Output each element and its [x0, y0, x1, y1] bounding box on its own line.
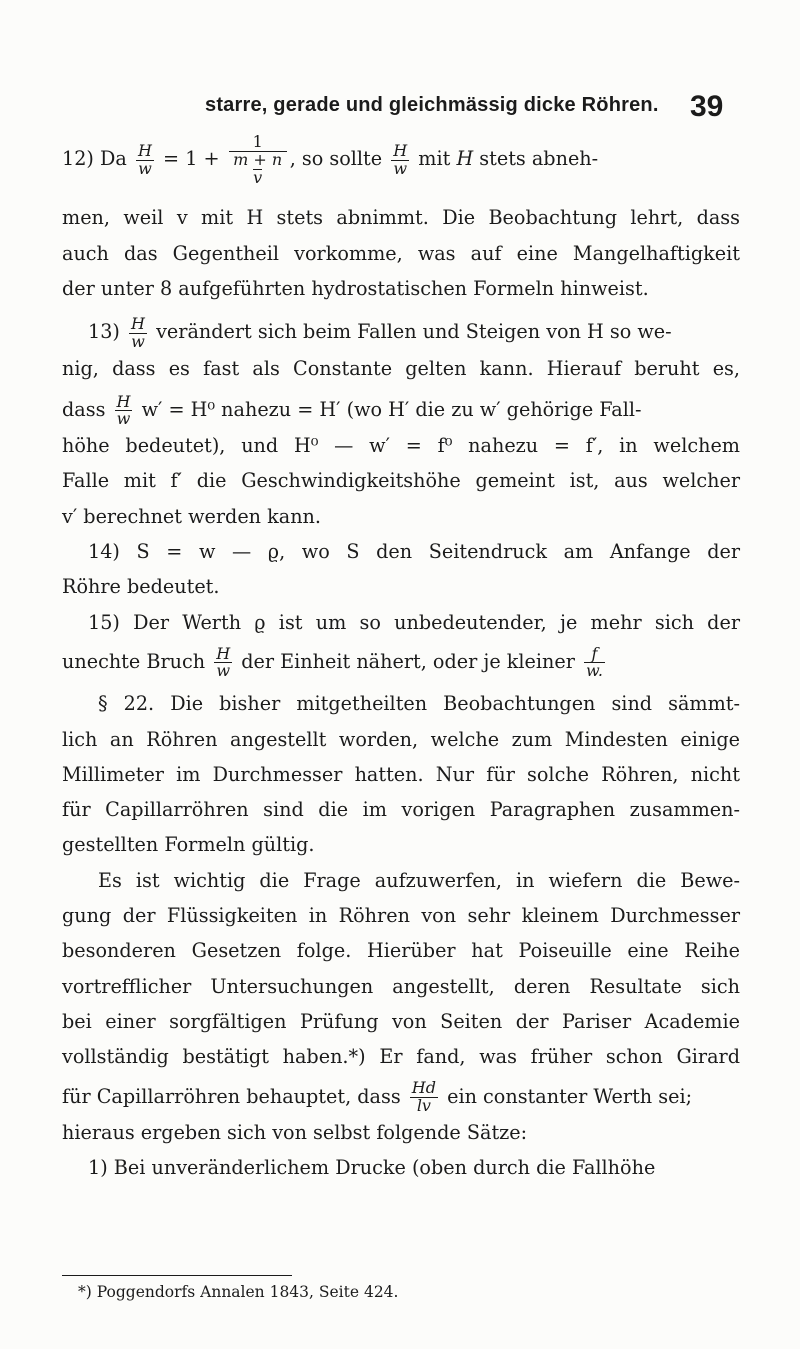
page-number: 39 [690, 90, 724, 123]
fraction-one-over-m-plus-n-over-v: 1 m + n v [229, 134, 287, 186]
section-22-line-14: 1) Bei unveränderlichem Drucke (oben durch die Fallhöhe [88, 1156, 656, 1180]
fraction-h-over-w: $\frac{H}{w}$ [216, 643, 231, 681]
text: mit [418, 147, 451, 171]
item-14-line-2: Röhre bedeutet. [62, 575, 220, 599]
fraction-h-over-w: $\frac{H}{w}$ [137, 140, 152, 178]
item-12-line-4: der unter 8 aufgeführten hydrostatischen Formeln hinweist. [62, 276, 649, 300]
item-13-line-5: Falle mit f′ die Geschwindigkeitshöhe gemeint ist, aus welcher [62, 469, 740, 493]
section-22-line-1: § 22. Die bisher mitgetheilten Beobachtungen sind sämmt- [98, 692, 740, 716]
fraction-h-over-w: $\frac{H}{w}$ [131, 313, 145, 351]
text: ein constanter Werth sei; [447, 1084, 693, 1108]
page-header [0, 90, 800, 124]
text: Da [100, 147, 127, 171]
text: stets abneh- [479, 147, 599, 171]
text: w′ = H⁰ nahezu = H′ (wo H′ die zu w′ gehörige Fall- [141, 397, 642, 421]
section-22-line-12 [62, 1079, 740, 1115]
running-title: starre, gerade und gleichmässig dicke Röhren. [205, 94, 659, 116]
section-22-line-9: vortrefflicher Untersuchungen angestellt, deren Resultate sich [62, 974, 740, 998]
footnote-rule [62, 1275, 292, 1276]
item-12-line-1 [62, 134, 740, 186]
section-22-line-3: Millimeter im Durchmesser hatten. Nur für solche Röhren, nicht [62, 762, 740, 786]
text: = 1 + [163, 147, 220, 171]
text: der Einheit nähert, oder je kleiner [241, 649, 575, 673]
fraction-h-over-w: $\frac{H}{w}$ [116, 391, 131, 429]
item-15-line-1: 15) Der Werth ϱ ist um so unbedeutender, je mehr sich der [88, 610, 740, 634]
section-22-line-13: hieraus ergeben sich von selbst folgende Sätze: [62, 1120, 528, 1144]
body-text [62, 134, 740, 1185]
section-22-line-5: gestellten Formeln gültig. [62, 833, 315, 857]
item-13-line-3 [62, 392, 740, 428]
item-12-line-3: auch das Gegentheil vorkomme, was auf eine Mangelhaftigkeit [62, 241, 740, 265]
item-13-line-4: höhe bedeutet), und H⁰ — w′ = f⁰ nahezu = f′, in welchem [62, 434, 740, 458]
fraction-h-over-w: $\frac{H}{w}$ [393, 140, 408, 178]
footnote: *) Poggendorfs Annalen 1843, Seite 424. [78, 1283, 399, 1301]
item-12-line-2: men, weil v mit H stets abnimmt. Die Beobachtung lehrt, dass [62, 206, 740, 230]
item-14-line-1: 14) S = w — ϱ, wo S den Seitendruck am Anfange der [88, 540, 740, 564]
item-15-line-2 [62, 644, 740, 680]
item-13-line-6: v′ berechnet werden kann. [62, 504, 322, 528]
section-22-line-7: gung der Flüssigkeiten in Röhren von sehr kleinem Durchmesser [62, 904, 740, 928]
section-22-line-6: Es ist wichtig die Frage aufzuwerfen, in wiefern die Bewe- [98, 868, 740, 892]
item-number: 13) [88, 320, 120, 344]
section-22-line-2: lich an Röhren angestellt worden, welche zum Mindesten einige [62, 727, 740, 751]
text: für Capillarröhren behauptet, dass [62, 1084, 401, 1108]
symbol-h: H [456, 147, 474, 171]
item-number: 12) [62, 147, 94, 171]
text: verändert sich beim Fallen und Steigen von H so we- [156, 320, 672, 344]
fraction-f-over-w: $\frac{f}{w.}$ [586, 643, 603, 681]
text: , so sollte [289, 147, 383, 171]
fraction-hd-over-lv: $\frac{Hd}{lv}$ [411, 1078, 436, 1116]
item-13-line-2: nig, dass es fast als Constante gelten kann. Hierauf beruht es, [62, 356, 740, 380]
section-22-line-4: für Capillarröhren sind die im vorigen Paragraphen zusammen- [62, 798, 740, 822]
section-22-line-8: besonderen Gesetzen folge. Hierüber hat Poiseuille eine Reihe [62, 939, 740, 963]
section-22-line-11: vollständig bestätigt haben.*) Er fand, was früher schon Girard [62, 1045, 740, 1069]
text: dass [62, 397, 106, 421]
item-13-line-1 [62, 314, 740, 350]
text: unechte Bruch [62, 649, 206, 673]
section-22-line-10: bei einer sorgfältigen Prüfung von Seiten der Pariser Academie [62, 1009, 740, 1033]
